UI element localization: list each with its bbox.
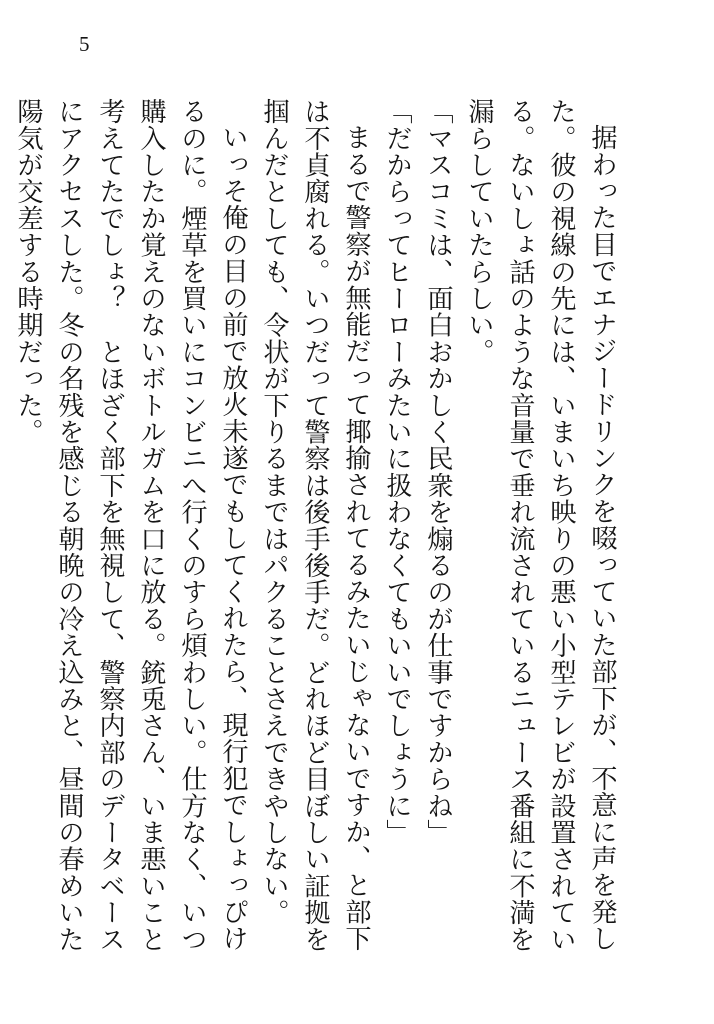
body-text xyxy=(13,98,622,978)
paragraph-narration: 据わった目でエナジードリンクを啜っていた部下が、不意に声を発した。彼の視線の先には、いまいち映りの悪い小型テレビが設置されている。ないしょ話のような音量で垂れ流されているニュース番組に不満を漏らしていたらしい。 xyxy=(464,98,617,953)
page-number: 5 xyxy=(79,32,90,56)
paragraph-narration: まるで警察が無能だって揶揄されてるみたいじゃないですか、と部下は不貞腐れる。いつだって警察は後手後手だ。どれほど目ぼしい証拠を掴んだとしても、令状が下りるまではパクることさえできやしない。 xyxy=(259,98,371,953)
paragraph-dialogue: 「マスコミは、面白おかしく民衆を煽るのが仕事ですからね」 xyxy=(423,98,453,846)
paragraph-dialogue: 「だからってヒーローみたいに扱わなくてもいいでしょうに」 xyxy=(382,98,412,846)
paragraph-narration: いっそ俺の目の前で放火未遂でもしてくれたら、現行犯でしょっぴけるのに。煙草を買いにコンビニへ行くのすら煩わしい。仕方なく、いつ購入したか覚えのないボトルガムを口に放る。銃兎さん、いま悪いこと考えてたでしょ？ とほざく部下を無視して、警察内部のデータベースにアクセスした。冬の名残を感じる朝晩の冷え込みと、昼間の春めいた陽気が交差する時期だった。 xyxy=(13,98,248,953)
